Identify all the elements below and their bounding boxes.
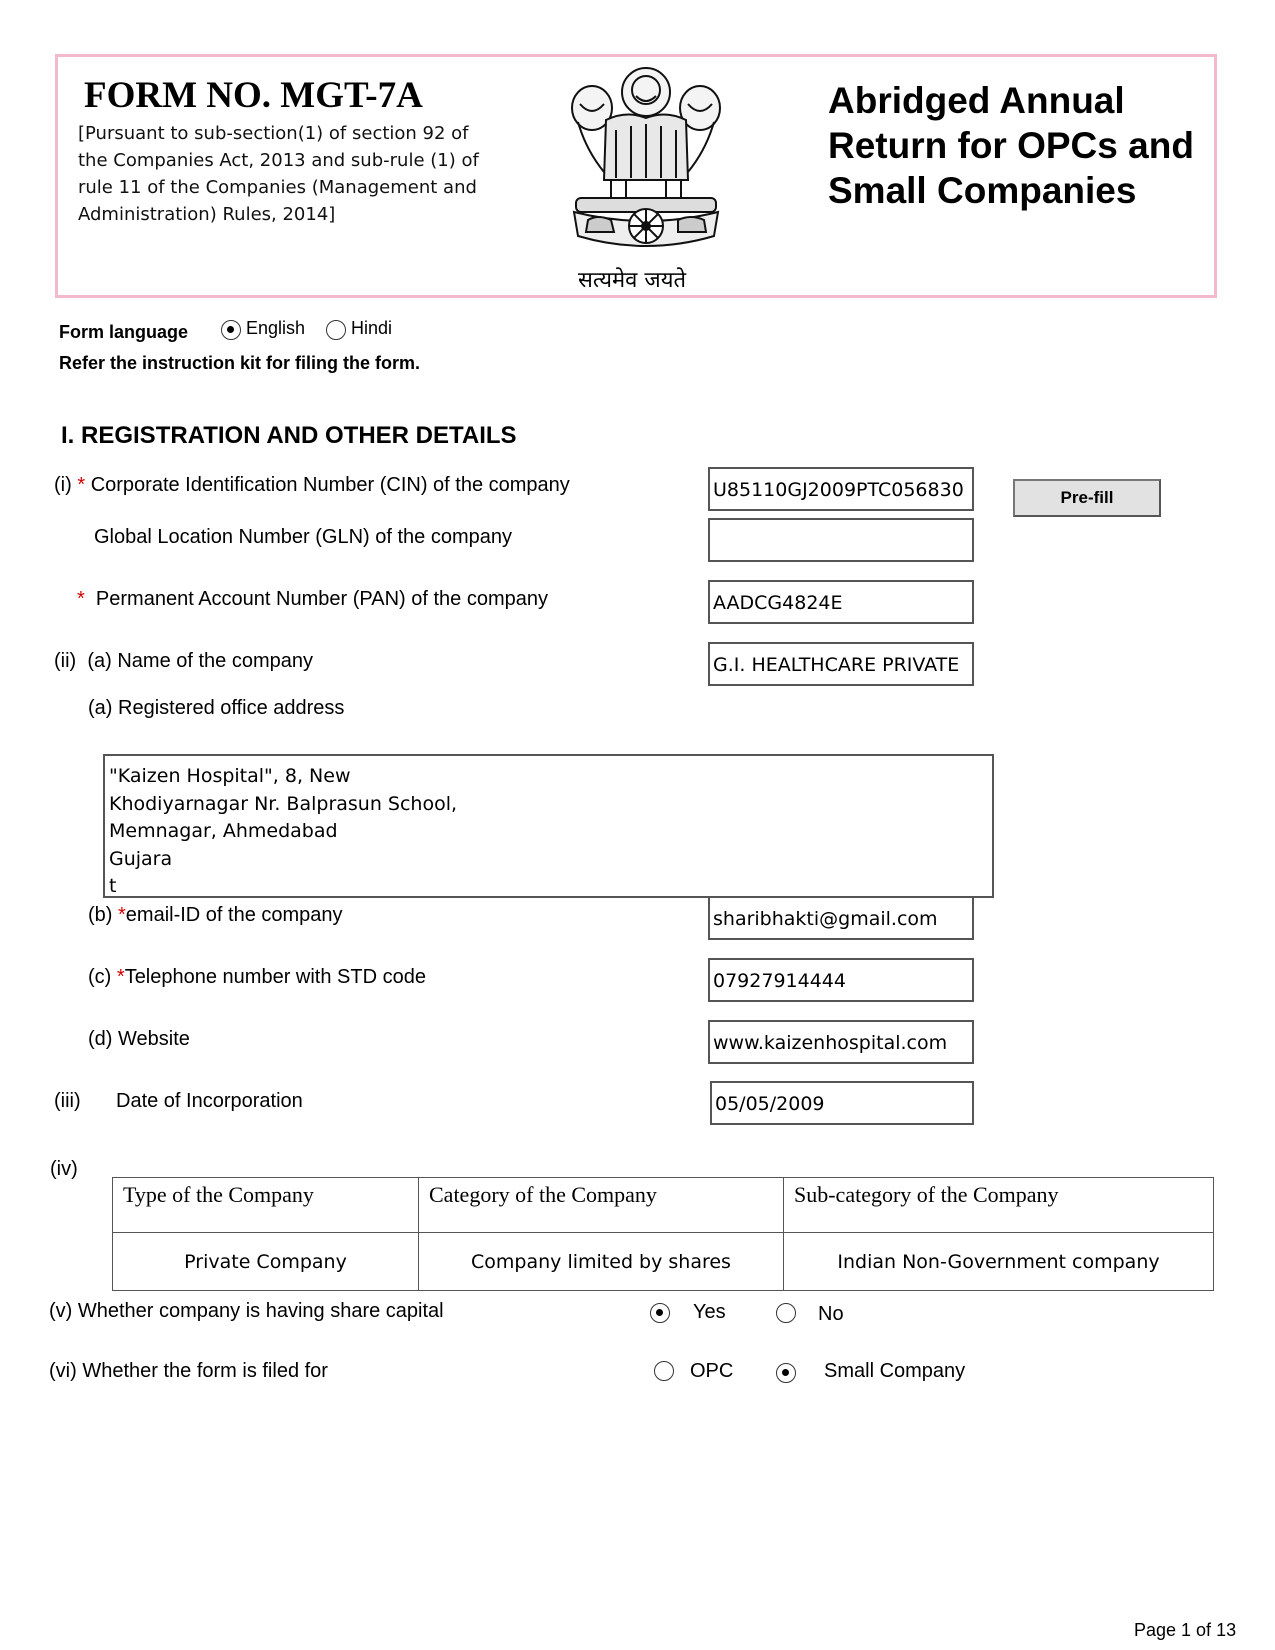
cin-field[interactable]: U85110GJ2009PTC056830 bbox=[708, 467, 974, 511]
gln-field[interactable] bbox=[708, 518, 974, 562]
share-capital-no-label: No bbox=[818, 1303, 844, 1325]
email-field[interactable]: sharibhakti@gmail.com bbox=[708, 896, 974, 940]
email-row-label bbox=[88, 904, 343, 927]
type-value: Private Company bbox=[113, 1233, 419, 1291]
share-capital-no-radio[interactable] bbox=[776, 1303, 796, 1323]
email-prefix: (b) bbox=[88, 904, 118, 926]
category-header: Category of the Company bbox=[419, 1178, 784, 1233]
filed-for-small-company-label: Small Company bbox=[824, 1360, 966, 1382]
gln-label: Global Location Number (GLN) of the company bbox=[94, 526, 512, 548]
address-label: (a) Registered office address bbox=[88, 697, 345, 719]
email-required-mark: * bbox=[118, 904, 126, 926]
incorporation-date-field[interactable]: 05/05/2009 bbox=[710, 1081, 974, 1125]
share-capital-label: (v) Whether company is having share capital bbox=[49, 1300, 444, 1322]
name-row-label bbox=[54, 650, 313, 673]
english-radio[interactable] bbox=[221, 320, 241, 340]
cin-label: Corporate Identification Number (CIN) of the company bbox=[90, 474, 570, 496]
company-name-field[interactable]: G.I. HEALTHCARE PRIVATE bbox=[708, 642, 974, 686]
address-field[interactable] bbox=[103, 754, 994, 898]
category-value: Company limited by shares bbox=[419, 1233, 784, 1291]
pan-label: Permanent Account Number (PAN) of the company bbox=[95, 588, 548, 610]
address-line: "Kaizen Hospital", 8, New bbox=[109, 765, 351, 787]
hindi-radio-label: Hindi bbox=[351, 318, 393, 338]
address-line: Memnagar, Ahmedabad bbox=[109, 820, 338, 842]
prefill-button[interactable]: Pre-fill bbox=[1013, 479, 1161, 517]
company-type-table bbox=[112, 1177, 1214, 1291]
pan-row-label bbox=[77, 588, 548, 611]
pan-field[interactable]: AADCG4824E bbox=[708, 580, 974, 624]
share-capital-yes-radio[interactable] bbox=[650, 1303, 670, 1323]
page-number: Page 1 of 13 bbox=[1134, 1620, 1237, 1640]
phone-label: Telephone number with STD code bbox=[124, 966, 426, 988]
hindi-radio[interactable] bbox=[326, 320, 346, 340]
instruction-text: Refer the instruction kit for filing the form. bbox=[59, 353, 421, 373]
filed-for-opc-radio[interactable] bbox=[654, 1361, 674, 1381]
address-line: Gujara bbox=[109, 847, 173, 870]
address-line: t bbox=[109, 875, 117, 897]
phone-row-label bbox=[88, 966, 426, 989]
phone-field[interactable]: 07927914444 bbox=[708, 958, 974, 1002]
name-label: (a) Name of the company bbox=[87, 650, 313, 672]
subcategory-header: Sub-category of the Company bbox=[784, 1178, 1214, 1233]
table-row bbox=[113, 1233, 1214, 1291]
filed-for-label: (vi) Whether the form is filed for bbox=[49, 1360, 328, 1382]
cin-number: (i) bbox=[54, 474, 72, 496]
email-label: email-ID of the company bbox=[125, 904, 343, 926]
form-number: FORM NO. MGT-7A bbox=[84, 75, 423, 116]
form-language-label: Form language bbox=[59, 322, 189, 342]
share-capital-yes-label: Yes bbox=[693, 1301, 726, 1323]
subcategory-value: Indian Non-Government company bbox=[784, 1233, 1214, 1291]
filed-for-opc-label: OPC bbox=[690, 1360, 734, 1382]
phone-required-mark: * bbox=[116, 966, 125, 988]
company-type-number: (iv) bbox=[50, 1158, 78, 1180]
name-number: (ii) bbox=[54, 650, 77, 672]
section-title: I. REGISTRATION AND OTHER DETAILS bbox=[61, 422, 517, 449]
type-header: Type of the Company bbox=[113, 1178, 419, 1233]
cin-required-mark: * bbox=[77, 474, 86, 496]
emblem-motto: सत्यमेव जयते bbox=[578, 268, 687, 293]
pan-required-mark: * bbox=[77, 588, 85, 610]
pursuant-text: [Pursuant to sub-section(1) of section 92 of the Companies Act, 2013 and sub-rule (1) of rule 11 of the Companies (Management and Administration) Rules, 2014] bbox=[78, 123, 479, 225]
table-row bbox=[113, 1178, 1214, 1233]
filed-for-small-company-radio[interactable] bbox=[776, 1363, 796, 1383]
website-label: (d) Website bbox=[88, 1028, 190, 1050]
english-radio-label: English bbox=[246, 318, 306, 338]
form-title: Abridged Annual Return for OPCs and Small Companies bbox=[828, 80, 1194, 211]
national-emblem-icon bbox=[556, 60, 736, 260]
phone-prefix: (c) bbox=[88, 966, 117, 988]
incorporation-number: (iii) bbox=[54, 1090, 81, 1112]
cin-row-label bbox=[54, 474, 570, 497]
website-field[interactable]: www.kaizenhospital.com bbox=[708, 1020, 974, 1064]
address-line: Khodiyarnagar Nr. Balprasun School, bbox=[109, 792, 458, 815]
incorporation-label: Date of Incorporation bbox=[116, 1090, 303, 1112]
